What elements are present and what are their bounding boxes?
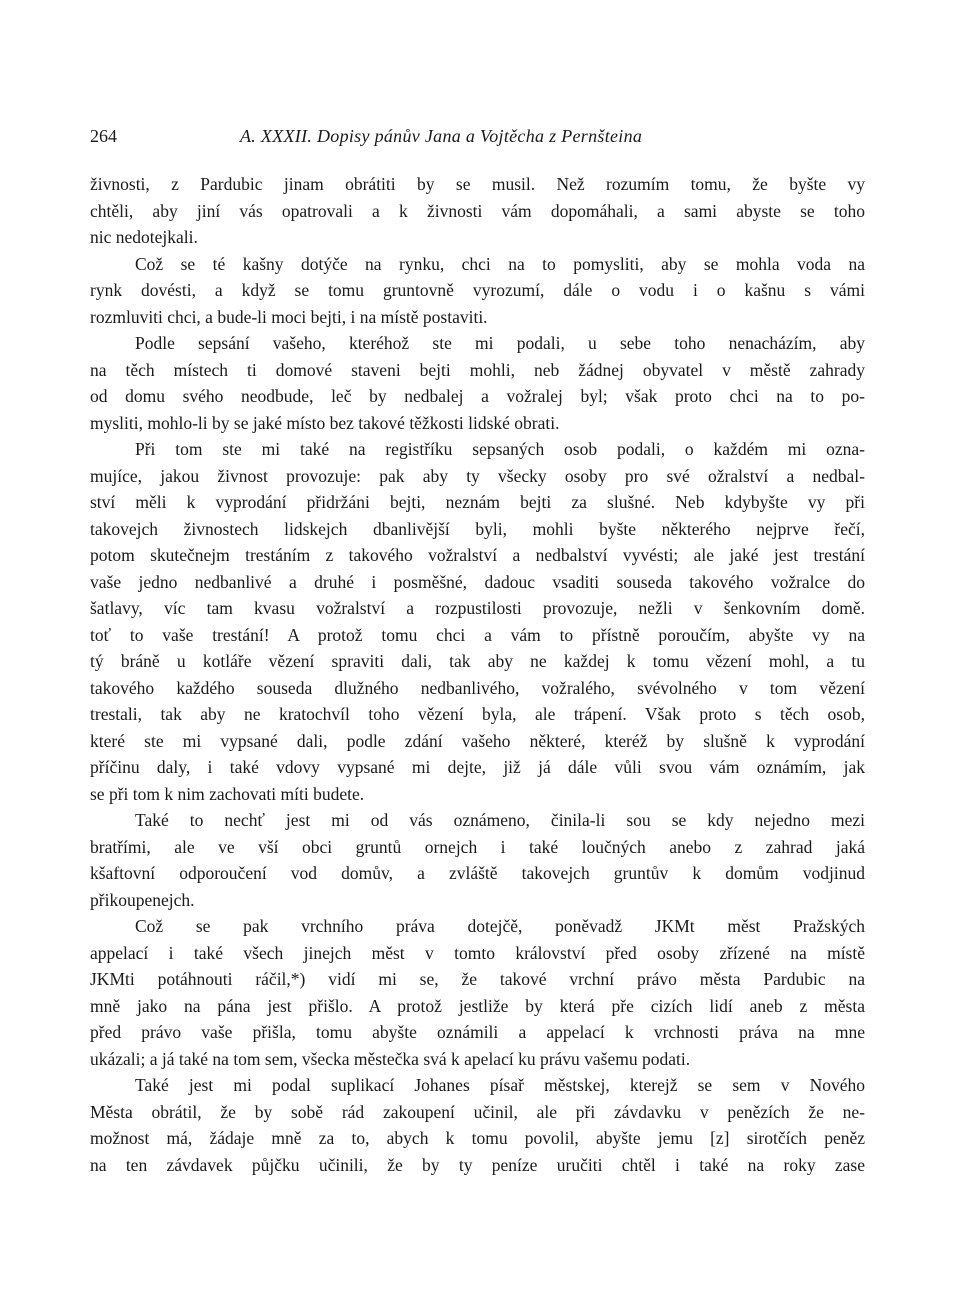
text-line: nic nedotejkali.	[90, 227, 198, 247]
text-line: Města obrátil, že by sobě rád zakoupení učinil, ale při závdavku v penězích že ne-	[90, 1101, 865, 1122]
text-line: šatlavy, víc tam kvasu vožralství a rozpustilosti provozuje, nežli v šenkovním domě.	[90, 598, 865, 618]
text-line: na ten závdavek půjčku učinili, že by ty peníze uručiti chtěl i také na roky zase	[90, 1154, 865, 1175]
text-line: mně jako na pána jest přišlo. A protož jestliže by která pře cizích lidí aneb z města	[90, 995, 865, 1016]
text-line: rozmluviti chci, a bude-li moci bejti, i na místě postaviti.	[90, 306, 488, 327]
text-line: trestali, tak aby ne kratochvíl toho vězení byla, ale trápení. Však proto s těch osob,	[90, 704, 865, 724]
text-line: rynk dovésti, a když se tomu gruntovně vyrozumí, dále o vodu i o kašnu s vámi	[90, 280, 865, 300]
text-line: přikoupenejch.	[90, 889, 195, 910]
page-number: 264	[90, 126, 117, 146]
text-line: appelací i také všech jinejch měst v tomto království před osoby zřízené na místě	[90, 942, 865, 963]
text-line: takového každého souseda dlužného nedbanlivého, vožralého, svévolného v tom vězení	[90, 677, 865, 698]
text-line: tý bráně u kotláře vězení spraviti dali, tak aby ne každej k tomu vězení mohl, a tu	[90, 651, 865, 671]
text-line: před právo vaše přišla, tomu abyšte oznámili a appelací k vrchnosti práva na mne	[90, 1022, 865, 1042]
text-line: potom skutečnejm trestáním z takového vožralství a nedbalství vyvésti; ale jaké jest trestání	[90, 545, 865, 565]
page-header	[90, 126, 870, 150]
text-line: JKMti potáhnouti ráčil,*) vidí mi se, že takové vrchní právo města Pardubic na	[90, 969, 865, 989]
running-title: A. XXXII. Dopisy pánův Jana a Vojtěcha z Pernšteina	[240, 126, 643, 146]
text-line: Také to nechť jest mi od vás oznámeno, činila-li sou se kdy nejedno mezi	[135, 810, 865, 830]
text-line: takovejch živnostech lidskejch dbanlivější byli, mohli byšte některého nejprve řečí,	[90, 518, 865, 539]
text-line: kšaftovní odporoučení vod domův, a zvláště takovejch gruntův k domům vodjinud	[90, 863, 865, 883]
text-line: příčinu daly, i také vdovy vypsané mi dejte, již já dále vůli svou vám oznámím, jak	[90, 757, 865, 777]
text-line: Což se pak vrchního práva dotejčě, poněvadž JKMt měst Pražských	[135, 916, 865, 936]
text-line: chtěli, aby jiní vás opatrovali a k živnosti vám dopomáhali, a sami abyste se toho	[90, 200, 865, 221]
text-line: od domu svého neodbude, leč by nedbalej a vožralej byl; však proto chci na to po-	[90, 386, 865, 406]
text-line: Což se té kašny dotýče na rynku, chci na to pomysliti, aby se mohla voda na	[135, 253, 865, 274]
text-line: toť to vaše trestání! A protož tomu chci a vám to přístně poroučím, abyšte vy na	[90, 624, 865, 645]
text-line: Podle sepsání vašeho, kteréhož ste mi podali, u sebe toho nenacházím, aby	[135, 333, 865, 353]
text-line: Při tom ste mi také na registříku sepsaných osob podali, o každém mi ozna-	[135, 439, 865, 459]
text-line: mysliti, mohlo-li by se jaké místo bez takové těžkosti lidské obrati.	[90, 412, 560, 433]
text-line: které ste mi vypsané dali, podle zdání vašeho některé, kteréž by slušně k vyprodání	[90, 730, 865, 751]
text-line: na těch místech ti domové staveni bejti mohli, neb žádnej obyvatel v městě zahrady	[90, 359, 865, 380]
text-line: možnost má, žádaje mně za to, abych k tomu povolil, abyšte jemu [z] sirotčích peněz	[90, 1128, 865, 1148]
text-line: živnosti, z Pardubic jinam obrátiti by se musil. Než rozumím tomu, že byšte vy	[90, 174, 865, 194]
text-line: ukázali; a já také na tom sem, všecka městečka svá k apelací ku právu vašemu podati.	[90, 1048, 691, 1069]
text-line: Také jest mi podal suplikací Johanes písař městskej, kterejž se sem v Nového	[135, 1075, 865, 1095]
text-line: bratřími, ale ve vší obci gruntů ornejch i také loučných anebo z zahrad jaká	[90, 836, 865, 857]
text-line: vaše jedno nedbanlivé a druhé i posměšné, dadouc vsaditi souseda takového vožralce do	[90, 571, 865, 592]
text-line: mujíce, jakou živnost provozuje: pak aby ty všecky osoby pro své ožralství a nedbal-	[90, 465, 865, 486]
text-line: ství měli k vyprodání přidržáni bejti, neznám bejti za slušné. Neb kdybyšte vy při	[90, 492, 865, 512]
text-line: se při tom k nim zachovati míti budete.	[90, 783, 365, 804]
body-text	[90, 171, 865, 1178]
